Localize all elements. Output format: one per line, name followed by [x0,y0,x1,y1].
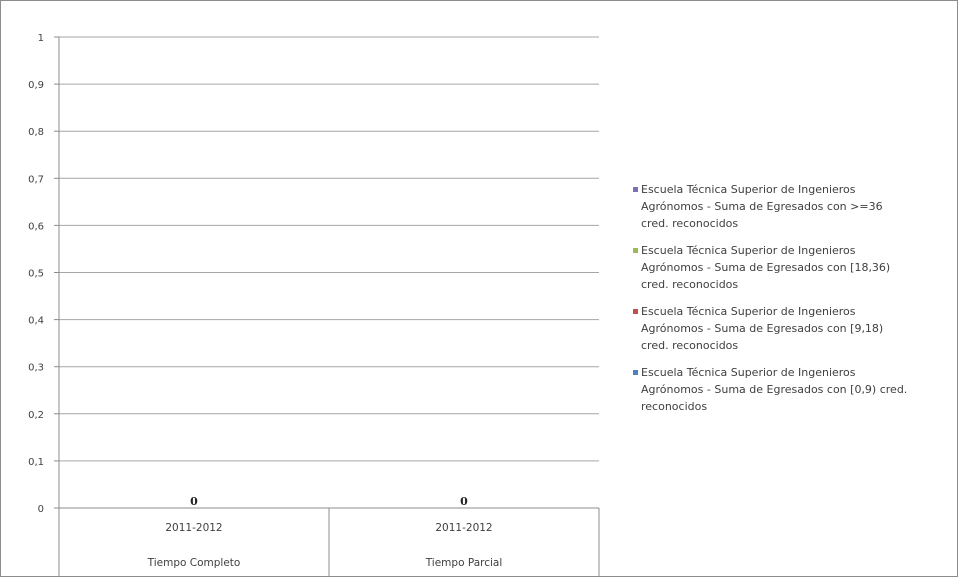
legend-item [633,242,933,293]
y-tick-label: 0,7 [28,174,44,186]
x-group-label: Tiempo Completo [147,557,241,569]
data-label: 0 [460,495,468,508]
x-group-label: Tiempo Parcial [425,557,503,569]
legend-swatch [633,370,638,375]
y-tick-label: 0,2 [28,409,44,421]
legend-item [633,364,933,415]
data-label: 0 [190,495,198,508]
y-tick-label: 1 [37,33,44,44]
legend-swatch [633,248,638,253]
labels [147,495,503,569]
y-tick-label: 0,3 [28,362,44,374]
legend-swatch [633,187,638,192]
legend-label: Escuela Técnica Superior de Ingenieros Agrónomos - Suma de Egresados con [9,18) cred. reconocidos [641,305,884,352]
y-tick-label: 0,5 [28,268,44,280]
axes [28,33,599,576]
y-tick-label: 0,8 [28,127,44,139]
legend-label: Escuela Técnica Superior de Ingenieros Agrónomos - Suma de Egresados con [0,9) cred. reconocidos [641,366,908,413]
x-category-label: 2011-2012 [435,522,493,534]
legend-label: Escuela Técnica Superior de Ingenieros Agrónomos - Suma de Egresados con [18,36) cred. reconocidos [641,244,891,291]
y-tick-label: 0,6 [28,221,44,233]
y-tick-label: 0,9 [28,80,44,92]
legend-label: Escuela Técnica Superior de Ingenieros Agrónomos - Suma de Egresados con >=36 cred. reconocidos [641,183,883,230]
legend-item [633,181,933,232]
legend-swatch [633,309,638,314]
y-tick-label: 0,1 [28,456,44,468]
y-tick-label: 0,4 [28,315,44,327]
gridlines [59,37,599,461]
legend-item [633,303,933,354]
y-tick-label: 0 [37,504,44,515]
x-category-label: 2011-2012 [165,522,223,534]
legend [633,181,933,425]
